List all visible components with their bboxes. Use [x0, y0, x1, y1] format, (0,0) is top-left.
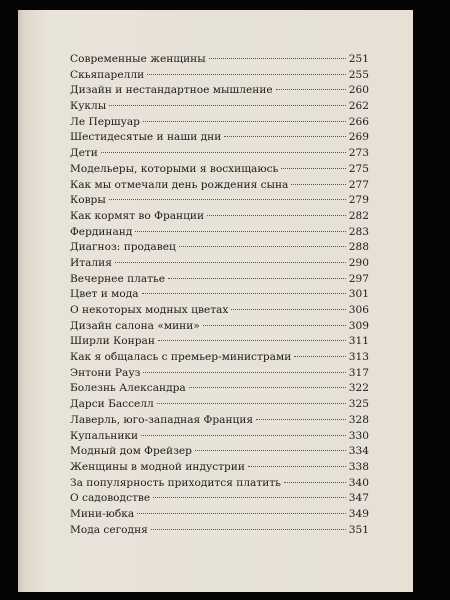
toc-entry-title: Мода сегодня: [70, 523, 148, 536]
toc-entry-page-number: 340: [348, 476, 369, 489]
toc-entry-title: Дети: [70, 147, 98, 160]
toc-entry: [70, 99, 369, 115]
toc-entry-page-number: 349: [348, 507, 369, 520]
toc-entry-page-number: 328: [348, 413, 369, 426]
toc-entry-page-number: 262: [348, 100, 369, 113]
toc-entry-page-number: 266: [348, 115, 369, 128]
toc-entry-page-number: 317: [348, 366, 369, 379]
dot-leader: [224, 136, 345, 137]
toc-entry-title: Болезнь Александра: [70, 382, 186, 395]
toc-entry-page-number: 279: [348, 194, 369, 207]
toc-entry-title: Как я общалась с премьер-министрами: [70, 351, 292, 364]
toc-entry-title: Дизайн и нестандартное мышление: [70, 84, 273, 97]
toc-entry: [70, 272, 369, 288]
dot-leader: [189, 387, 346, 388]
toc-entry: [70, 115, 369, 131]
dot-leader: [294, 356, 346, 357]
toc-entry-page-number: 313: [348, 351, 369, 364]
toc-entry-title: Куклы: [70, 100, 107, 113]
dot-leader: [109, 199, 346, 200]
toc-entry-page-number: 334: [348, 445, 369, 458]
dot-leader: [168, 278, 346, 279]
dot-leader: [281, 168, 345, 169]
dot-leader: [143, 372, 345, 373]
dot-leader: [101, 152, 346, 153]
toc-entry-page-number: 277: [348, 178, 369, 191]
toc-entry-page-number: 351: [348, 523, 369, 536]
toc-entry-page-number: 275: [348, 162, 369, 175]
toc-entry-title: Цвет и мода: [70, 288, 139, 301]
toc-entry-page-number: 301: [348, 288, 369, 301]
dot-leader: [256, 419, 346, 420]
toc-entry-title: Купальники: [70, 429, 139, 442]
dot-leader: [137, 513, 346, 514]
toc-entry: [70, 429, 369, 445]
toc-entry-page-number: 255: [348, 68, 369, 81]
toc-entry: [70, 319, 369, 335]
dot-leader: [231, 309, 345, 310]
toc-entry-page-number: 325: [348, 398, 369, 411]
dot-leader: [195, 450, 346, 451]
toc-entry-title: Скьяпарелли: [70, 68, 145, 81]
toc-entry-title: За популярность приходится платить: [70, 476, 281, 489]
toc-entry-page-number: 306: [348, 304, 369, 316]
toc-entry: [70, 225, 369, 241]
toc-entry: [70, 52, 369, 68]
toc-entry: [70, 413, 369, 429]
toc-entry: [70, 460, 369, 476]
toc-entry: [70, 256, 369, 272]
toc-entry-title: О садоводстве: [70, 492, 151, 505]
toc-entry-title: Диагноз: продавец: [70, 241, 176, 254]
toc-entry-title: Как кормят во Франции: [70, 209, 205, 222]
toc-entry: [70, 523, 369, 539]
toc-entry-page-number: 290: [348, 256, 369, 269]
dot-leader: [248, 466, 346, 467]
toc-entry: [70, 240, 369, 256]
toc-entry-title: Дарси Басселл: [70, 398, 154, 411]
toc-entry-page-number: 282: [348, 209, 369, 222]
dot-leader: [209, 58, 346, 59]
toc-entry: [70, 209, 369, 225]
toc-entry: [70, 350, 369, 366]
dot-leader: [158, 340, 346, 341]
toc-entry-page-number: 251: [348, 53, 369, 65]
toc-entry-title: Шестидесятые и наши дни: [70, 131, 222, 144]
toc-entry-title: О некоторых модных цветах: [70, 304, 229, 316]
dot-leader: [109, 105, 346, 106]
dot-leader: [147, 74, 346, 75]
toc-entry-page-number: 283: [348, 225, 369, 238]
dot-leader: [276, 89, 346, 90]
toc-entry-page-number: 269: [348, 131, 369, 144]
toc-entry-title: Вечернее платье: [70, 272, 166, 285]
toc-entry: [70, 476, 369, 492]
dot-leader: [179, 246, 346, 247]
toc-entry-title: Ширли Конран: [70, 335, 155, 348]
toc-entry: [70, 507, 369, 523]
toc-entry-title: Ле Першуар: [70, 115, 140, 128]
toc-entry: [70, 162, 369, 178]
dot-leader: [141, 435, 346, 436]
toc-entry: [70, 444, 369, 460]
toc-entry: [70, 68, 369, 84]
toc-entry-page-number: 288: [348, 241, 369, 254]
toc-entry: [70, 397, 369, 413]
dot-leader: [153, 497, 346, 498]
toc-entry-page-number: 273: [348, 147, 369, 160]
toc-entry-page-number: 260: [348, 84, 369, 97]
dot-leader: [291, 184, 345, 185]
toc-entry: [70, 303, 369, 319]
toc-entry-title: Энтони Рауз: [70, 366, 141, 379]
toc-entry-title: Дизайн салона «мини»: [70, 319, 200, 332]
toc-entry-title: Мини-юбка: [70, 507, 135, 520]
dot-leader: [151, 529, 346, 530]
toc-entry-title: Фердинанд: [70, 225, 133, 238]
toc-entry: [70, 193, 369, 209]
dot-leader: [135, 231, 345, 232]
toc-entry-title: Современные женщины: [70, 53, 206, 65]
toc-entry-title: Модный дом Фрейзер: [70, 445, 192, 458]
toc-entry-page-number: 347: [348, 492, 369, 505]
toc-entry: [70, 130, 369, 146]
toc-entry-title: Лаверль, юго-западная Франция: [70, 413, 254, 426]
toc-entry-title: Ковры: [70, 194, 106, 207]
toc-entry-title: Италия: [70, 256, 112, 269]
toc-entry-title: Модельеры, которыми я восхищаюсь: [70, 162, 279, 175]
toc-entry: [70, 146, 369, 162]
dot-leader: [203, 325, 346, 326]
toc-entry-page-number: 311: [348, 335, 369, 348]
toc-entry: [70, 83, 369, 99]
dot-leader: [115, 262, 346, 263]
dot-leader: [143, 121, 346, 122]
toc-entry-page-number: 338: [348, 460, 369, 473]
dot-leader: [157, 403, 346, 404]
toc-entry: [70, 366, 369, 382]
toc-entry-title: Как мы отмечали день рождения сына: [70, 178, 289, 191]
toc-entry: [70, 381, 369, 397]
toc-entry: [70, 334, 369, 350]
toc-entry-page-number: 322: [348, 382, 369, 395]
book-page: [18, 10, 413, 592]
table-of-contents: [70, 52, 369, 538]
toc-entry: [70, 178, 369, 194]
toc-entry: [70, 491, 369, 507]
toc-entry-page-number: 309: [348, 319, 369, 332]
toc-entry-title: Женщины в модной индустрии: [70, 460, 245, 473]
dot-leader: [284, 482, 346, 483]
toc-entry-page-number: 297: [348, 272, 369, 285]
toc-entry-page-number: 330: [348, 429, 369, 442]
toc-entry: [70, 287, 369, 303]
dot-leader: [142, 293, 346, 294]
dot-leader: [207, 215, 346, 216]
